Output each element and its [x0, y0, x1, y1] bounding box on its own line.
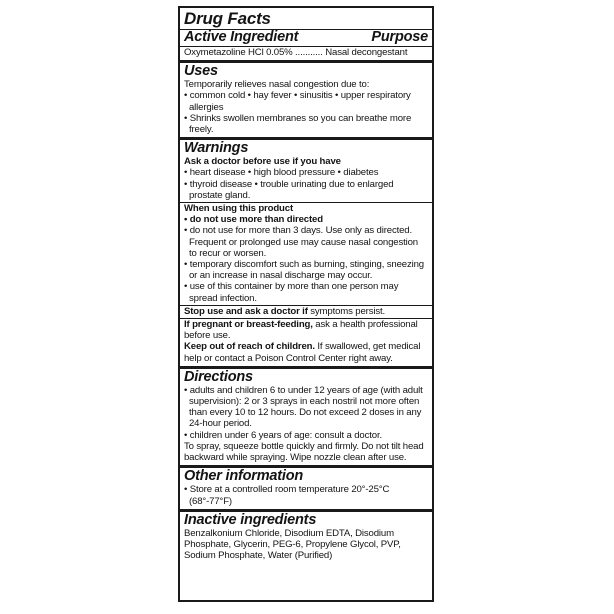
other-information-bullet: • Store at a controlled room temperature 20°-25°C (68°-77°F): [184, 484, 390, 507]
stop-use-rest: symptoms persist.: [307, 305, 386, 317]
directions-text: To spray, squeeze bottle quickly and firmly. Do not tilt head backward while spraying. Wipe nozzle clean after use.: [184, 440, 424, 464]
drug-facts-panel: [178, 6, 434, 602]
directions-bullet: • adults and children 6 to under 12 years of age (with adult supervision): 2 or 3 sprays in each nostril not more often than every 10 to 12 hours. Do not exceed 2 doses in any 24-hour period.: [184, 384, 423, 430]
keep-out-bold: Keep out of reach of children.: [184, 341, 315, 353]
other-information-heading: Other information: [184, 468, 304, 485]
warning-bullet: • do not use more than directed: [184, 214, 323, 226]
warning-bullet: • do not use for more than 3 days. Use only as directed. Frequent or prolonged use may cause nasal congestion to recur or worsen.: [184, 225, 418, 259]
pregnant-line: [184, 319, 428, 341]
warning-bullet: • heart disease • high blood pressure • diabetes: [184, 167, 379, 179]
uses-bullet: • common cold • hay fever • sinusitis • upper respiratory allergies: [184, 90, 411, 113]
purpose-value: Nasal decongestant: [325, 47, 408, 58]
warnings-heading: Warnings: [184, 140, 249, 157]
warning-bullet: • temporary discomfort such as burning, stinging, sneezing or an increase in nasal discharge may occur.: [184, 259, 424, 282]
active-ingredient-line: [184, 47, 428, 58]
uses-bullet: • Shrinks swollen membranes so you can breathe more freely.: [184, 112, 412, 136]
pregnant-rest: ask a health professional before use.: [184, 319, 418, 342]
inactive-ingredients-text: Benzalkonium Chloride, Disodium EDTA, Disodium Phosphate, Glycerin, PEG-6, Propylene Glycol, PVP, Sodium Phosphate, Water (Purified): [184, 527, 401, 562]
warning-bullet: • thyroid disease • trouble urinating due to enlarged prostate gland.: [184, 178, 394, 201]
directions-bullet: • children under 6 years of age: consult a doctor.: [184, 429, 382, 441]
stop-use-bold: Stop use and ask a doctor if: [184, 305, 308, 317]
drug-facts-title: Drug Facts: [184, 9, 271, 28]
purpose-heading: Purpose: [371, 29, 428, 45]
stop-use-line: [184, 306, 428, 317]
pregnant-bold: If pregnant or breast-feeding,: [184, 319, 313, 331]
active-ingredient-heading: Active Ingredient: [184, 29, 299, 45]
leader-dots: ...........: [295, 47, 323, 58]
inactive-ingredients-heading: Inactive ingredients: [184, 511, 317, 528]
active-ingredient-header: [184, 30, 428, 45]
uses-text: Temporarily relieves nasal congestion due to:: [184, 79, 370, 91]
uses-heading: Uses: [184, 63, 218, 80]
ask-doctor-heading: Ask a doctor before use if you have: [184, 156, 341, 168]
keep-out-rest: If swallowed, get medical help or contact a Poison Control Center right away.: [184, 341, 421, 364]
active-ingredient: Oxymetazoline HCl 0.05%: [184, 47, 293, 58]
when-using-heading: When using this product: [184, 203, 294, 215]
directions-heading: Directions: [184, 368, 253, 385]
keep-out-line: [184, 341, 428, 363]
warning-bullet: • use of this container by more than one person may spread infection.: [184, 281, 399, 304]
